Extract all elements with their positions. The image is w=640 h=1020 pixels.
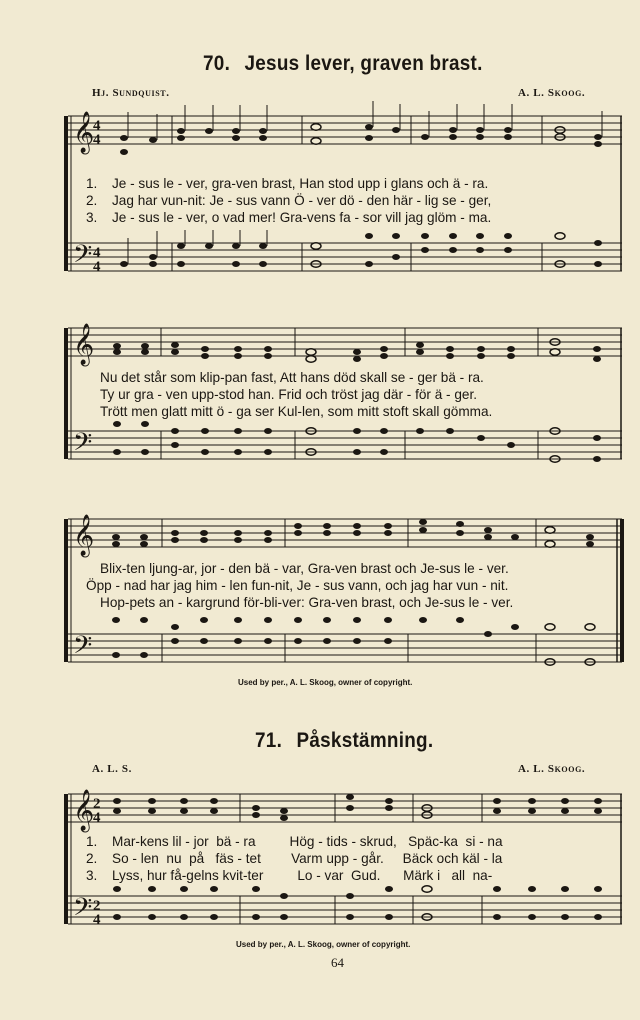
time-signature-bottom: 4: [93, 132, 101, 148]
lyric-text: Lyss, hur få-gelns kvit-ter Lo - var Gud. Märk i all na-: [112, 868, 493, 883]
verse-number: 1.: [86, 176, 98, 191]
lyric-text: Blix-ten ljung-ar, jor - den bä - var, Gra-ven brast och Je-sus le - ver.: [100, 561, 509, 576]
bass-clef-icon: 𝄢: [73, 429, 93, 462]
svg-text:4: 4: [93, 912, 101, 928]
hymn-70-title: Jesus lever, graven brast.: [244, 52, 483, 75]
lyric-text: Jag har vun-nit: Je - sus vann Ö - ver dö - den här - lig se - ger,: [112, 193, 492, 208]
treble-clef-icon: 𝄞: [73, 790, 95, 830]
lyric-text: Öpp - nad har jag him - len fun-nit, Je - sus vann, och jag har vun - nit.: [86, 578, 509, 593]
hymn-70-lyricist: Hj. Sundquist.: [92, 87, 170, 99]
time-signature-top: 4: [93, 118, 101, 134]
svg-text:2: 2: [93, 796, 101, 812]
hymn-71-number: 71.: [255, 729, 283, 752]
lyric-text: Mar-kens lil - jor bä - ra Hög - tids - skrud, Späc-ka si - na: [112, 834, 503, 849]
lyric-text: Hop-pets an - kargrund för-bli-ver: Gra-ven brast, och Je-sus le - ver.: [100, 595, 514, 610]
hymn-71-title: Påskstämning.: [296, 729, 434, 752]
verse-number: 3.: [86, 868, 98, 883]
verse-number: 2.: [86, 193, 98, 208]
verse-number: 2.: [86, 851, 98, 866]
hymn-71-footnote: Used by per., A. L. Skoog, owner of copyright.: [236, 940, 411, 949]
verse-number: 3.: [86, 210, 98, 225]
svg-text:4: 4: [93, 810, 101, 826]
lyric-text: Trött men glatt mitt ö - ga ser Kul-len, som mitt stoft skall gömma.: [100, 404, 493, 419]
verse-line: [86, 851, 502, 866]
svg-text:4: 4: [93, 259, 101, 275]
treble-clef-icon: 𝄞: [73, 515, 95, 555]
hymn-70-footnote: Used by per., A. L. Skoog, owner of copyright.: [238, 678, 413, 687]
verse-line: [86, 834, 503, 849]
hymn-71-lyricist: A. L. S.: [92, 763, 132, 775]
hymn-71-composer: A. L. Skoog.: [518, 763, 586, 775]
lyric-text: Nu det står som klip-pan fast, Att hans död skall se - ger bä - ra.: [100, 370, 484, 385]
treble-clef-icon: 𝄞: [73, 112, 95, 152]
bass-clef-icon: 𝄢: [73, 894, 93, 927]
bass-clef-icon: 𝄢: [73, 632, 93, 665]
lyric-text: Je - sus le - ver, gra-ven brast, Han stod upp i glans och ä - ra.: [112, 176, 489, 191]
bass-clef-icon: 𝄢: [73, 241, 93, 274]
verse-line: [86, 868, 492, 883]
lyric-text: So - len nu på fäs - tet Varm upp - går. Bäck och käl - la: [112, 851, 503, 866]
svg-text:4: 4: [93, 245, 101, 261]
hymn-70-composer: A. L. Skoog.: [518, 87, 586, 99]
hymn-70-number: 70.: [203, 52, 231, 75]
lyric-text: Ty ur gra - ven upp-stod han. Frid och tröst jag där - för ä - ger.: [100, 387, 478, 402]
verse-number: 1.: [86, 834, 98, 849]
svg-text:2: 2: [93, 898, 101, 914]
page-number: 64: [331, 955, 344, 970]
treble-clef-icon: 𝄞: [73, 324, 95, 364]
lyric-text: Je - sus le - ver, o vad mer! Gra-vens fa - sor vill jag glöm - ma.: [112, 210, 492, 225]
